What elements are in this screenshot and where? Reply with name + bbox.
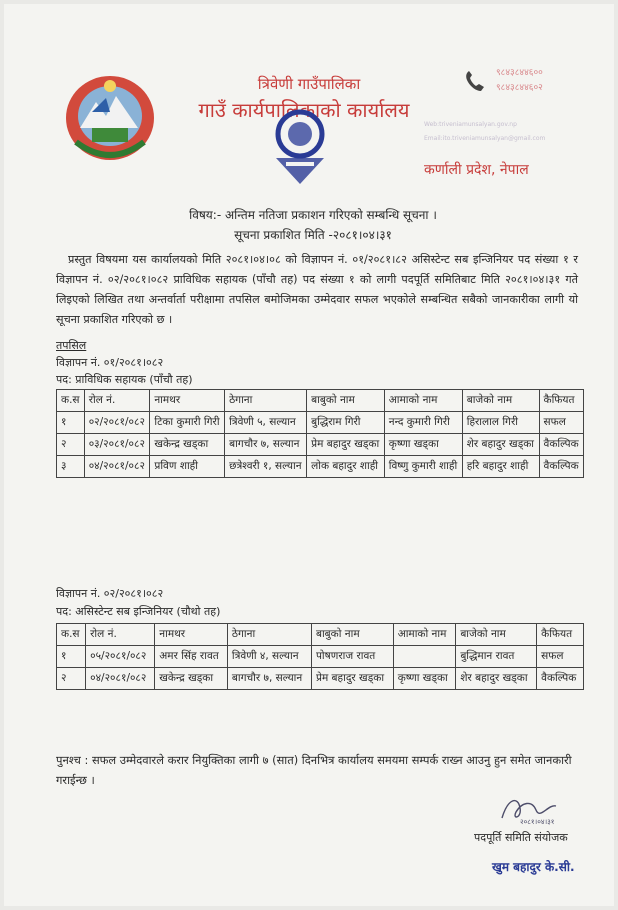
table-row bbox=[57, 646, 584, 668]
post-title-2: पद: असिस्टेन्ट सब इन्जिनियर (चौथो तह) bbox=[56, 605, 221, 618]
cell: प्रेम बहादुर खड्का bbox=[311, 668, 393, 690]
phone-icon bbox=[462, 68, 488, 94]
cell: प्रेम बहादुर खड्का bbox=[307, 434, 385, 456]
cell: शेर बहादुर खड्का bbox=[456, 668, 537, 690]
col-sn: क.स bbox=[57, 390, 85, 412]
phone-2: ९८४३८४४६०२ bbox=[496, 83, 543, 93]
phone-1: ९८४३८४४६०० bbox=[496, 68, 543, 78]
cell: हरि बहादुर शाही bbox=[462, 456, 539, 478]
col-grandfather: बाजेको नाम bbox=[462, 390, 539, 412]
cell: वैकल्पिक bbox=[539, 456, 584, 478]
col-roll: रोल नं. bbox=[86, 624, 155, 646]
post-title-1: पद: प्राविधिक सहायक (पाँचौ तह) bbox=[56, 373, 193, 386]
signer-name: खुम बहादुर के.सी. bbox=[492, 860, 575, 874]
table-row bbox=[57, 434, 584, 456]
table-row bbox=[57, 412, 584, 434]
cell: १ bbox=[57, 412, 85, 434]
subject-line: विषय:- अन्तिम नतिजा प्रकाशन गरिएको सम्बन्धि सूचना । bbox=[189, 208, 437, 222]
cell: त्रिवेणी ५, सल्यान bbox=[225, 412, 307, 434]
website: Web:triveniamunsalyan.gov.np bbox=[424, 121, 517, 128]
published-date: सूचना प्रकाशित मिति -२०८१।०४।३१ bbox=[234, 228, 392, 242]
notice-sheet bbox=[4, 4, 614, 906]
cell: १ bbox=[57, 646, 86, 668]
cell: ०५/२०८१/०८२ bbox=[86, 646, 155, 668]
col-remarks: कैफियत bbox=[537, 624, 584, 646]
table-header-row bbox=[57, 624, 584, 646]
col-remarks: कैफियत bbox=[539, 390, 584, 412]
col-mother: आमाको नाम bbox=[393, 624, 456, 646]
designation: पदपूर्ति समिति संयोजक bbox=[474, 831, 568, 844]
cell: शेर बहादुर खड्का bbox=[462, 434, 539, 456]
cell: अमर सिंह रावत bbox=[155, 646, 228, 668]
cell: नन्द कुमारी गिरी bbox=[384, 412, 462, 434]
col-roll: रोल नं. bbox=[84, 390, 150, 412]
cell: टिका कुमारी गिरी bbox=[150, 412, 225, 434]
table-row bbox=[57, 456, 584, 478]
province-name: कर्णाली प्रदेश, नेपाल bbox=[424, 162, 529, 178]
adv-number-1: विज्ञापन नं. ०१/२०८१।०८२ bbox=[56, 356, 164, 369]
cell: कृष्णा खड्का bbox=[393, 668, 456, 690]
result-table-2 bbox=[56, 623, 584, 690]
signature-date: २०८१।०४।३१ bbox=[520, 818, 555, 826]
col-name: नामथर bbox=[155, 624, 228, 646]
cell: ०३/२०८१/०८२ bbox=[84, 434, 150, 456]
adv-number-2: विज्ञापन नं. ०२/२०८१।०८२ bbox=[56, 587, 164, 600]
cell: छत्रेश्वरी १, सल्यान bbox=[225, 456, 307, 478]
postscript-note: पुनश्च : सफल उम्मेदवारले करार नियुक्तिका लागी ७ (सात) दिनभित्र कार्यालय समयमा सम्पर्क राख्न आउनु हुन समेत जानकारी गराईन्छ । bbox=[56, 753, 572, 787]
municipality-name: त्रिवेणी गाउँपालिका bbox=[257, 75, 361, 93]
office-seal bbox=[266, 104, 334, 186]
cell: बागचौर ७, सल्यान bbox=[227, 668, 311, 690]
cell: पोषणराज रावत bbox=[311, 646, 393, 668]
col-mother: आमाको नाम bbox=[384, 390, 462, 412]
cell: सफल bbox=[539, 412, 584, 434]
col-father: बाबुको नाम bbox=[307, 390, 385, 412]
cell: सफल bbox=[537, 646, 584, 668]
col-father: बाबुको नाम bbox=[311, 624, 393, 646]
cell bbox=[393, 646, 456, 668]
col-sn: क.स bbox=[57, 624, 86, 646]
table-header-row bbox=[57, 390, 584, 412]
cell: बुद्धिराम गिरी bbox=[307, 412, 385, 434]
cell: हिरालाल गिरी bbox=[462, 412, 539, 434]
cell: ३ bbox=[57, 456, 85, 478]
cell: ०४/२०८१/०८२ bbox=[84, 456, 150, 478]
nepal-emblem bbox=[62, 72, 158, 164]
cell: बुद्धिमान रावत bbox=[456, 646, 537, 668]
cell: ०२/२०८१/०८२ bbox=[84, 412, 150, 434]
cell: प्रविण शाही bbox=[150, 456, 225, 478]
cell: विष्णु कुमारी शाही bbox=[384, 456, 462, 478]
handwritten-signature bbox=[496, 790, 564, 830]
table-row bbox=[57, 668, 584, 690]
contact-web bbox=[424, 118, 545, 146]
phone-numbers bbox=[496, 66, 543, 96]
result-table-1 bbox=[56, 389, 584, 478]
cell: वैकल्पिक bbox=[539, 434, 584, 456]
cell: बागचौर ७, सल्यान bbox=[225, 434, 307, 456]
cell: त्रिवेणी ४, सल्यान bbox=[227, 646, 311, 668]
office-name: गाउँ कार्यपालिकाको कार्यालय bbox=[198, 98, 410, 122]
cell: खकेन्द्र खड्का bbox=[150, 434, 225, 456]
tapsil-heading: तपसिल bbox=[56, 339, 87, 352]
col-address: ठेगाना bbox=[225, 390, 307, 412]
cell: २ bbox=[57, 434, 85, 456]
cell: २ bbox=[57, 668, 86, 690]
col-grandfather: बाजेको नाम bbox=[456, 624, 537, 646]
cell: लोक बहादुर शाही bbox=[307, 456, 385, 478]
cell: वैकल्पिक bbox=[537, 668, 584, 690]
notice-body: प्रस्तुत विषयमा यस कार्यालयको मिति २०८१।०४।०८ को विज्ञापन नं. ०१/२०८१।८२ असिस्टेन्ट सब इन्जिनियर पद संख्या १ र विज्ञापन नं. ०२/२०८१।०८२ प्राविधिक सहायक (पाँचौ तह) पद संख्या १ को लागी पदपूर्ति समितिबाट मिति २०८१।०४।३१ गते लिइएको लिखित तथा अन्तर्वार्ता परीक्षामा तपसिल बमोजिमका उम्मेदवार सफल भएकोले सम्बन्धित सबैको जानकारीका लागी यो सूचना प्रकाशित गरिएको छ । bbox=[56, 253, 578, 326]
cell: खकेन्द्र खड्का bbox=[155, 668, 228, 690]
email: Email:ito.triveniamunsalyan@gmail.com bbox=[424, 135, 546, 142]
cell: ०४/२०८१/०८२ bbox=[86, 668, 155, 690]
cell: कृष्णा खड्का bbox=[384, 434, 462, 456]
col-address: ठेगाना bbox=[227, 624, 311, 646]
col-name: नामथर bbox=[150, 390, 225, 412]
